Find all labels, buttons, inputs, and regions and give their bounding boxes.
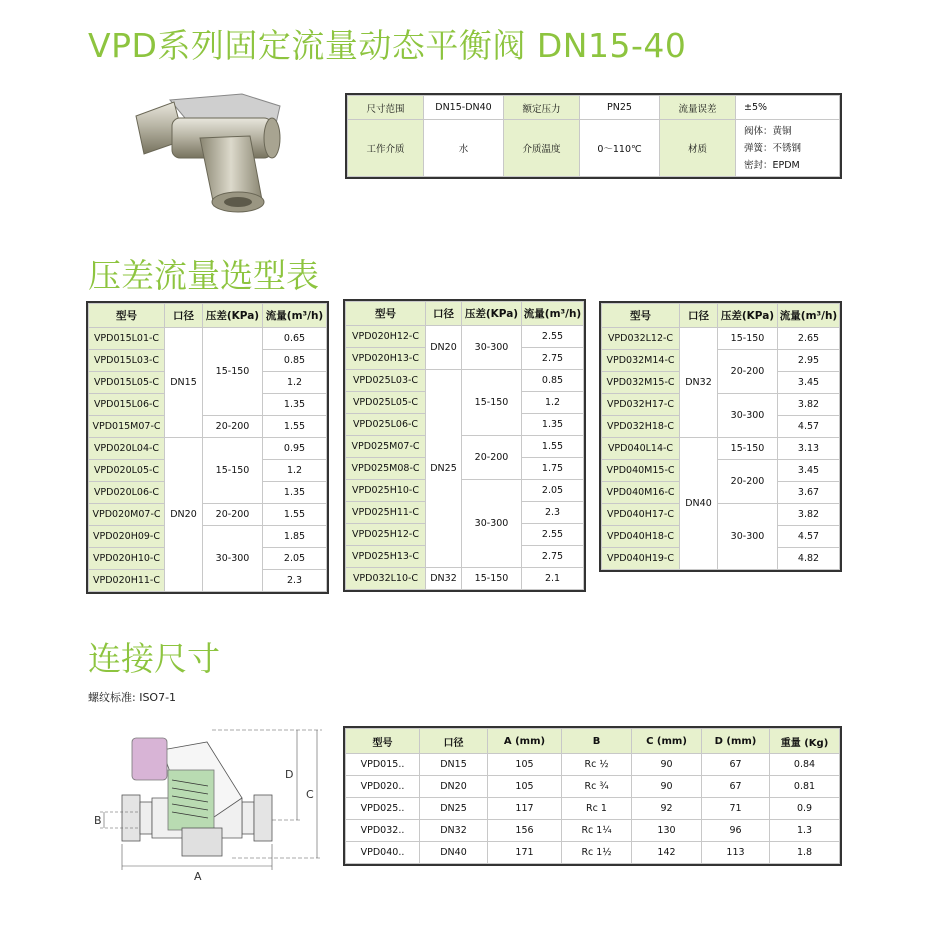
table-header-row [346, 302, 584, 326]
table-row [602, 328, 840, 350]
model-cell: VPD020M07-C [89, 504, 165, 526]
spec-value: 0～110℃ [580, 120, 660, 177]
product-photo [130, 88, 295, 218]
model-cell: VPD020L06-C [89, 482, 165, 504]
dp-cell: 30-300 [462, 326, 522, 370]
flow-cell: 2.3 [522, 502, 584, 524]
model-cell: VPD020H11-C [89, 570, 165, 592]
model-cell: VPD020H10-C [89, 548, 165, 570]
table-row [346, 754, 840, 776]
dim-cell: 1.3 [770, 820, 840, 842]
table-row [346, 820, 840, 842]
table-row [346, 370, 584, 392]
flow-cell: 2.05 [263, 548, 327, 570]
selection-table-2 [345, 301, 584, 590]
dim-cell: 105 [488, 776, 562, 798]
model-cell: VPD015L06-C [89, 394, 165, 416]
dim-cell: 130 [632, 820, 702, 842]
table-row [346, 798, 840, 820]
spec-value: ±5% [736, 96, 840, 120]
dim-cell: 0.81 [770, 776, 840, 798]
table-row [89, 328, 327, 350]
dim-cell: VPD032.. [346, 820, 420, 842]
dim-cell: Rc ½ [562, 754, 632, 776]
dn-cell: DN20 [426, 326, 462, 370]
col-header-flow: 流量(m³/h) [778, 304, 840, 328]
table-row [602, 438, 840, 460]
table-row [89, 504, 327, 526]
dim-cell: 0.84 [770, 754, 840, 776]
spec-value: PN25 [580, 96, 660, 120]
model-cell: VPD020L05-C [89, 460, 165, 482]
spec-row [348, 120, 840, 177]
flow-cell: 1.55 [263, 504, 327, 526]
dim-cell: Rc 1½ [562, 842, 632, 864]
dim-cell: Rc 1 [562, 798, 632, 820]
dim-cell: 1.8 [770, 842, 840, 864]
flow-cell: 3.13 [778, 438, 840, 460]
dn-cell: DN32 [680, 328, 718, 438]
dp-cell: 30-300 [462, 480, 522, 568]
selection-table-3 [601, 303, 840, 570]
flow-cell: 2.95 [778, 350, 840, 372]
dim-cell: VPD020.. [346, 776, 420, 798]
spec-value: DN15-DN40 [424, 96, 504, 120]
dim-cell: 67 [702, 754, 770, 776]
dn-cell: DN20 [165, 438, 203, 592]
spec-label: 额定压力 [504, 96, 580, 120]
flow-cell: 1.35 [263, 394, 327, 416]
model-cell: VPD040L14-C [602, 438, 680, 460]
dp-cell: 30-300 [718, 394, 778, 438]
dp-cell: 30-300 [203, 526, 263, 592]
table-row [89, 438, 327, 460]
col-header-dn: 口径 [165, 304, 203, 328]
dp-cell: 15-150 [203, 328, 263, 416]
dim-cell: DN25 [420, 798, 488, 820]
flow-cell: 3.82 [778, 504, 840, 526]
connection-section-title: 连接尺寸 [88, 639, 220, 678]
model-cell: VPD025L05-C [346, 392, 426, 414]
dp-cell: 20-200 [718, 350, 778, 394]
dim-cell: 171 [488, 842, 562, 864]
flow-cell: 2.65 [778, 328, 840, 350]
flow-cell: 0.95 [263, 438, 327, 460]
col-header-dn: 口径 [680, 304, 718, 328]
table-row [346, 436, 584, 458]
dp-cell: 20-200 [203, 416, 263, 438]
material-body: 阀体：黄铜 [744, 125, 792, 137]
spec-label: 流量误差 [660, 96, 736, 120]
flow-cell: 1.75 [522, 458, 584, 480]
model-cell: VPD025M07-C [346, 436, 426, 458]
table-row [89, 526, 327, 548]
dim-label-d: D [285, 768, 294, 781]
model-cell: VPD015M07-C [89, 416, 165, 438]
dim-cell: 156 [488, 820, 562, 842]
model-cell: VPD020L04-C [89, 438, 165, 460]
dim-cell: 67 [702, 776, 770, 798]
flow-cell: 1.55 [263, 416, 327, 438]
model-cell: VPD025L03-C [346, 370, 426, 392]
spec-label: 材质 [660, 120, 736, 177]
material-spring: 弹簧：不锈钢 [744, 142, 802, 154]
dim-cell: VPD015.. [346, 754, 420, 776]
table-row [346, 480, 584, 502]
materials-cell [736, 120, 840, 177]
dim-cell: Rc ¾ [562, 776, 632, 798]
flow-cell: 3.67 [778, 482, 840, 504]
flow-cell: 0.65 [263, 328, 327, 350]
dim-cell: DN20 [420, 776, 488, 798]
col-header-model: 型号 [346, 302, 426, 326]
col-header-model: 型号 [89, 304, 165, 328]
dn-cell: DN25 [426, 370, 462, 568]
table-row [602, 350, 840, 372]
model-cell: VPD020H12-C [346, 326, 426, 348]
spec-value: 水 [424, 120, 504, 177]
dp-cell: 20-200 [203, 504, 263, 526]
model-cell: VPD015L03-C [89, 350, 165, 372]
model-cell: VPD025L06-C [346, 414, 426, 436]
spec-label: 工作介质 [348, 120, 424, 177]
flow-cell: 1.2 [263, 372, 327, 394]
model-cell: VPD040H18-C [602, 526, 680, 548]
model-cell: VPD015L01-C [89, 328, 165, 350]
model-cell: VPD032M14-C [602, 350, 680, 372]
model-cell: VPD032L10-C [346, 568, 426, 590]
dim-cell: 71 [702, 798, 770, 820]
col-header-dn: 口径 [426, 302, 462, 326]
table-row [89, 416, 327, 438]
dim-cell: DN40 [420, 842, 488, 864]
col-header-dn: 口径 [420, 729, 488, 754]
dp-cell: 20-200 [462, 436, 522, 480]
col-header-model: 型号 [602, 304, 680, 328]
dim-cell: 90 [632, 754, 702, 776]
model-cell: VPD032H18-C [602, 416, 680, 438]
spec-table [347, 95, 840, 177]
dp-cell: 30-300 [718, 504, 778, 570]
flow-cell: 3.45 [778, 372, 840, 394]
flow-cell: 1.35 [522, 414, 584, 436]
model-cell: VPD025H11-C [346, 502, 426, 524]
dim-label-b: B [94, 814, 102, 827]
table-row [602, 504, 840, 526]
dp-cell: 20-200 [718, 460, 778, 504]
dim-cell: 142 [632, 842, 702, 864]
flow-cell: 1.2 [263, 460, 327, 482]
flow-cell: 1.55 [522, 436, 584, 458]
dp-cell: 15-150 [718, 328, 778, 350]
table-row [346, 568, 584, 590]
dim-label-c: C [306, 788, 314, 801]
model-cell: VPD020H13-C [346, 348, 426, 370]
flow-cell: 2.55 [522, 524, 584, 546]
dim-cell: 113 [702, 842, 770, 864]
table-row [602, 394, 840, 416]
thread-standard: 螺纹标准: ISO7-1 [88, 691, 177, 704]
col-header-model: 型号 [346, 729, 420, 754]
dimensions-table [345, 728, 840, 864]
model-cell: VPD015L05-C [89, 372, 165, 394]
dim-cell: 0.9 [770, 798, 840, 820]
flow-cell: 3.45 [778, 460, 840, 482]
col-header-flow: 流量(m³/h) [522, 302, 584, 326]
flow-cell: 4.57 [778, 416, 840, 438]
page-title: VPD系列固定流量动态平衡阀 DN15-40 [88, 26, 687, 65]
model-cell: VPD040H17-C [602, 504, 680, 526]
model-cell: VPD032L12-C [602, 328, 680, 350]
selection-table-1 [88, 303, 327, 592]
flow-cell: 1.2 [522, 392, 584, 414]
dim-cell: 117 [488, 798, 562, 820]
table-row [602, 460, 840, 482]
dn-cell: DN40 [680, 438, 718, 570]
model-cell: VPD025M08-C [346, 458, 426, 480]
spec-label: 介质温度 [504, 120, 580, 177]
table-row [346, 326, 584, 348]
dn-cell: DN32 [426, 568, 462, 590]
flow-cell: 4.57 [778, 526, 840, 548]
table-header-row [602, 304, 840, 328]
dp-cell: 15-150 [203, 438, 263, 504]
dp-cell: 15-150 [462, 568, 522, 590]
model-cell: VPD032H17-C [602, 394, 680, 416]
flow-cell: 0.85 [522, 370, 584, 392]
flow-cell: 2.3 [263, 570, 327, 592]
col-header-a: A (mm) [488, 729, 562, 754]
dn-cell: DN15 [165, 328, 203, 438]
col-header-dp: 压差(KPa) [203, 304, 263, 328]
model-cell: VPD020H09-C [89, 526, 165, 548]
col-header-dp: 压差(KPa) [718, 304, 778, 328]
dim-cell: VPD040.. [346, 842, 420, 864]
flow-cell: 2.75 [522, 546, 584, 568]
flow-cell: 2.05 [522, 480, 584, 502]
col-header-b: B [562, 729, 632, 754]
table-header-row [89, 304, 327, 328]
selection-section-title: 压差流量选型表 [88, 256, 319, 295]
dim-cell: 90 [632, 776, 702, 798]
flow-cell: 3.82 [778, 394, 840, 416]
model-cell: VPD040H19-C [602, 548, 680, 570]
flow-cell: 2.55 [522, 326, 584, 348]
model-cell: VPD025H13-C [346, 546, 426, 568]
col-header-flow: 流量(m³/h) [263, 304, 327, 328]
model-cell: VPD032M15-C [602, 372, 680, 394]
model-cell: VPD040M16-C [602, 482, 680, 504]
dim-cell: Rc 1¼ [562, 820, 632, 842]
col-header-weight: 重量 (Kg) [770, 729, 840, 754]
table-row [346, 776, 840, 798]
dim-cell: DN32 [420, 820, 488, 842]
flow-cell: 2.1 [522, 568, 584, 590]
flow-cell: 2.75 [522, 348, 584, 370]
spec-row [348, 96, 840, 120]
table-row [346, 842, 840, 864]
col-header-d: D (mm) [702, 729, 770, 754]
dimensions-body [346, 754, 840, 864]
flow-cell: 1.35 [263, 482, 327, 504]
model-cell: VPD025H10-C [346, 480, 426, 502]
dim-cell: 92 [632, 798, 702, 820]
dim-cell: 105 [488, 754, 562, 776]
flow-cell: 0.85 [263, 350, 327, 372]
flow-cell: 1.85 [263, 526, 327, 548]
flow-cell: 4.82 [778, 548, 840, 570]
table-header-row [346, 729, 840, 754]
dim-label-a: A [194, 870, 202, 883]
spec-label: 尺寸范围 [348, 96, 424, 120]
dim-cell: 96 [702, 820, 770, 842]
col-header-c: C (mm) [632, 729, 702, 754]
dp-cell: 15-150 [718, 438, 778, 460]
dp-cell: 15-150 [462, 370, 522, 436]
model-cell: VPD025H12-C [346, 524, 426, 546]
model-cell: VPD040M15-C [602, 460, 680, 482]
valve-dimension-drawing [92, 720, 332, 890]
col-header-dp: 压差(KPa) [462, 302, 522, 326]
dim-cell: DN15 [420, 754, 488, 776]
material-seal: 密封：EPDM [744, 159, 800, 171]
dim-cell: VPD025.. [346, 798, 420, 820]
